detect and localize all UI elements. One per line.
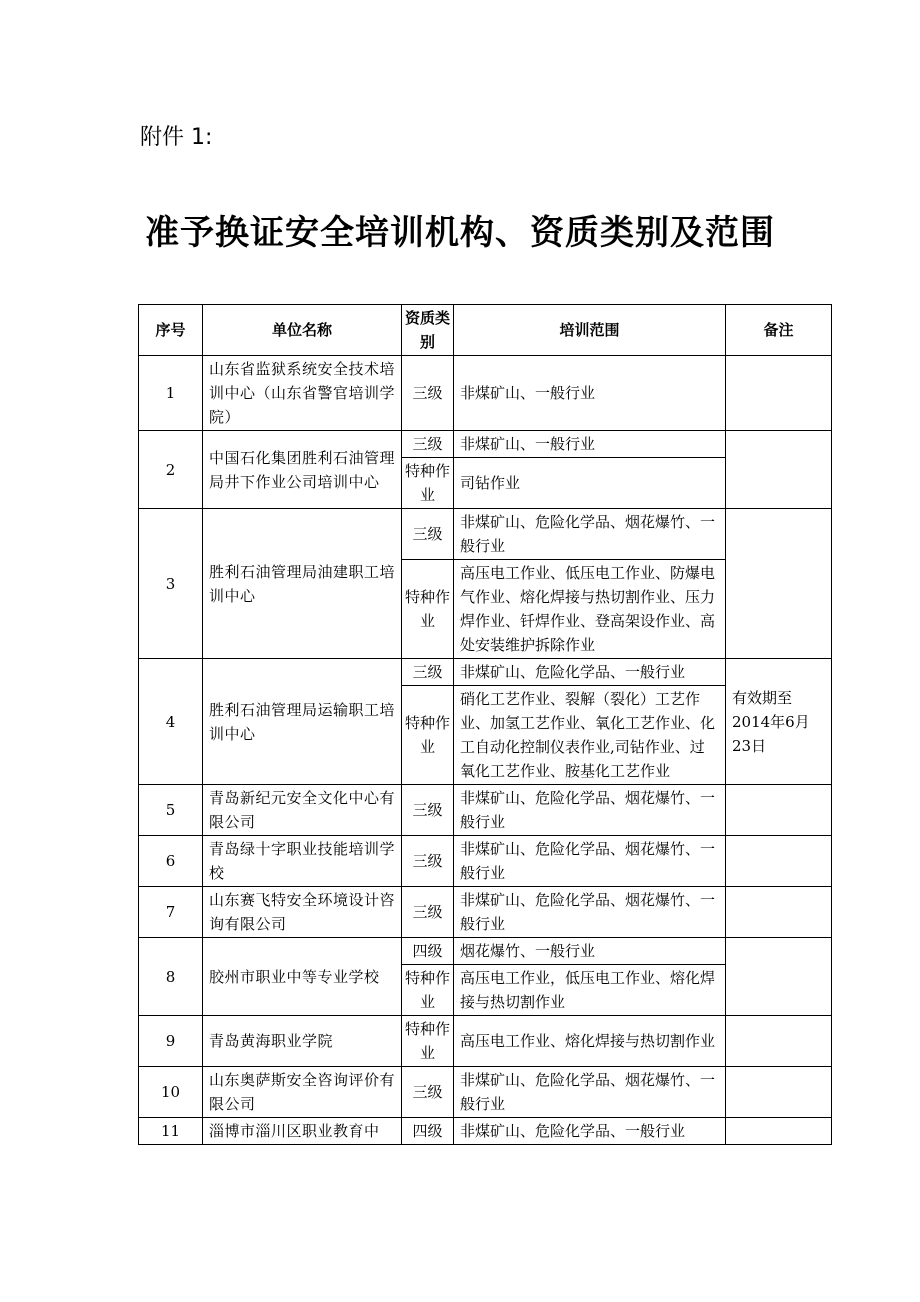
cell-unit-name: 青岛新纪元安全文化中心有限公司: [203, 785, 402, 836]
table-row: [139, 785, 832, 836]
table-row: [139, 1118, 832, 1145]
cell-unit-name: 青岛绿十字职业技能培训学校: [203, 836, 402, 887]
cell-note: [726, 1016, 832, 1067]
cell-qualification: 三级: [402, 1067, 454, 1118]
cell-training-scope: 非煤矿山、一般行业: [454, 356, 726, 431]
header-no: 序号: [139, 305, 203, 356]
cell-note: [726, 887, 832, 938]
cell-unit-name: 淄博市淄川区职业教育中: [203, 1118, 402, 1145]
cell-training-scope: 非煤矿山、危险化学品、烟花爆竹、一般行业: [454, 836, 726, 887]
cell-qualification: 特种作业: [402, 1016, 454, 1067]
cell-qualification: 特种作业: [402, 458, 454, 509]
cell-qualification: 特种作业: [402, 686, 454, 785]
table-row: [139, 356, 832, 431]
cell-qualification: 四级: [402, 938, 454, 965]
cell-note: [726, 785, 832, 836]
cell-no: 6: [139, 836, 203, 887]
cell-unit-name: 胜利石油管理局油建职工培训中心: [203, 509, 402, 659]
cell-no: 1: [139, 356, 203, 431]
table-row: [139, 1016, 832, 1067]
cell-unit-name: 山东省监狱系统安全技术培训中心（山东省警官培训学院）: [203, 356, 402, 431]
attachment-label: 附件 1:: [140, 125, 213, 150]
cell-no: 9: [139, 1016, 203, 1067]
cell-training-scope: 司钻作业: [454, 458, 726, 509]
cell-no: 3: [139, 509, 203, 659]
cell-qualification: 三级: [402, 836, 454, 887]
cell-note: [726, 938, 832, 1016]
cell-note: 有效期至2014年6月23日: [726, 659, 832, 785]
cell-qualification: 特种作业: [402, 560, 454, 659]
cell-qualification: 三级: [402, 659, 454, 686]
table-row: [139, 938, 832, 965]
cell-training-scope: 非煤矿山、危险化学品、烟花爆竹、一般行业: [454, 509, 726, 560]
table-row: [139, 659, 832, 686]
cell-no: 2: [139, 431, 203, 509]
table-row: [139, 887, 832, 938]
cell-training-scope: 非煤矿山、危险化学品、烟花爆竹、一般行业: [454, 785, 726, 836]
table-body: [139, 356, 832, 1145]
cell-training-scope: 高压电工作业、熔化焊接与热切割作业: [454, 1016, 726, 1067]
cell-training-scope: 烟花爆竹、一般行业: [454, 938, 726, 965]
header-scope: 培训范围: [454, 305, 726, 356]
cell-training-scope: 高压电工作业，低压电工作业、熔化焊接与热切割作业: [454, 965, 726, 1016]
header-note: 备注: [726, 305, 832, 356]
cell-qualification: 三级: [402, 356, 454, 431]
cell-training-scope: 非煤矿山、危险化学品、烟花爆竹、一般行业: [454, 887, 726, 938]
cell-training-scope: 高压电工作业、低压电工作业、防爆电气作业、熔化焊接与热切割作业、压力焊作业、钎焊作业、登高架设作业、高处安装维护拆除作业: [454, 560, 726, 659]
cell-no: 7: [139, 887, 203, 938]
table-row: [139, 509, 832, 560]
cell-training-scope: 非煤矿山、一般行业: [454, 431, 726, 458]
cell-training-scope: 非煤矿山、危险化学品、烟花爆竹、一般行业: [454, 1067, 726, 1118]
cell-training-scope: 硝化工艺作业、裂解（裂化）工艺作业、加氢工艺作业、氧化工艺作业、化工自动化控制仪表作业,司钻作业、过氧化工艺作业、胺基化工艺作业: [454, 686, 726, 785]
cell-unit-name: 中国石化集团胜利石油管理局井下作业公司培训中心: [203, 431, 402, 509]
cell-no: 8: [139, 938, 203, 1016]
cell-no: 10: [139, 1067, 203, 1118]
cell-unit-name: 山东赛飞特安全环境设计咨询有限公司: [203, 887, 402, 938]
cell-note: [726, 1067, 832, 1118]
cell-note: [726, 431, 832, 509]
cell-note: [726, 836, 832, 887]
table-row: [139, 836, 832, 887]
cell-training-scope: 非煤矿山、危险化学品、一般行业: [454, 659, 726, 686]
cell-no: 5: [139, 785, 203, 836]
cell-qualification: 三级: [402, 431, 454, 458]
cell-training-scope: 非煤矿山、危险化学品、一般行业: [454, 1118, 726, 1145]
header-unit: 单位名称: [203, 305, 402, 356]
cell-qualification: 四级: [402, 1118, 454, 1145]
cell-unit-name: 青岛黄海职业学院: [203, 1016, 402, 1067]
page-title: 准予换证安全培训机构、资质类别及范围: [145, 213, 775, 253]
cell-qualification: 特种作业: [402, 965, 454, 1016]
cell-note: [726, 1118, 832, 1145]
cell-no: 4: [139, 659, 203, 785]
table-row: [139, 1067, 832, 1118]
table-row: [139, 431, 832, 458]
cell-qualification: 三级: [402, 509, 454, 560]
cell-unit-name: 山东奥萨斯安全咨询评价有限公司: [203, 1067, 402, 1118]
cell-note: [726, 356, 832, 431]
cell-qualification: 三级: [402, 887, 454, 938]
cell-no: 11: [139, 1118, 203, 1145]
cell-note: [726, 509, 832, 659]
institutions-table: [138, 304, 832, 1145]
table-header-row: [139, 305, 832, 356]
cell-unit-name: 胜利石油管理局运输职工培训中心: [203, 659, 402, 785]
header-qual: 资质类别: [402, 305, 454, 356]
cell-unit-name: 胶州市职业中等专业学校: [203, 938, 402, 1016]
cell-qualification: 三级: [402, 785, 454, 836]
